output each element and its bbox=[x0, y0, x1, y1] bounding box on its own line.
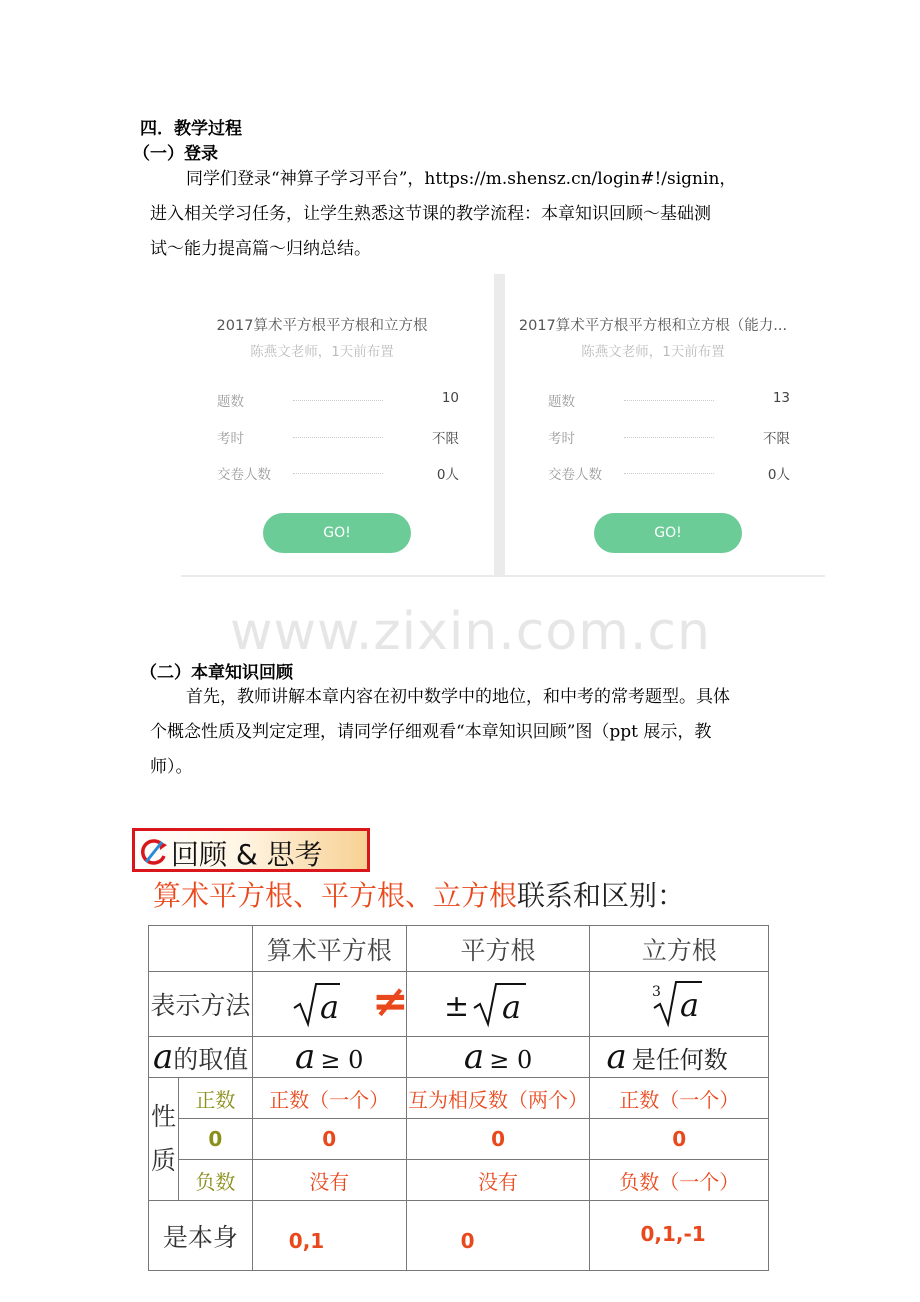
row-value: 不限 bbox=[763, 431, 790, 447]
range-value: ≥ 0 bbox=[320, 1046, 364, 1074]
property-group-label: 性 质 bbox=[149, 1078, 179, 1201]
table-row-range bbox=[149, 1037, 769, 1078]
paragraph-line: 首先，教师讲解本章内容在初中数学中的地位，和中考的常考题型。具体 bbox=[186, 687, 730, 707]
zero-square: 0 bbox=[406, 1119, 590, 1160]
row-label-range: a的取值 bbox=[149, 1037, 253, 1078]
header-cube-root: 立方根 bbox=[590, 926, 769, 972]
task-card-subtitle: 陈燕文老师，1天前布置 bbox=[250, 344, 394, 360]
cards-bottom-divider bbox=[181, 575, 825, 577]
range-var: a bbox=[153, 1037, 174, 1077]
paragraph-line: 进入相关学习任务，让学生熟悉这节课的教学流程：本章知识回顾～基础测 bbox=[150, 204, 711, 224]
sqrt-var: a bbox=[320, 988, 340, 1026]
paragraph-line: 个概念性质及判定定理，请同学仔细观看“本章知识回顾”图（ppt 展示，教 bbox=[150, 722, 712, 742]
task-card bbox=[518, 298, 788, 573]
range-value: 是任何数 bbox=[631, 1046, 728, 1074]
watermark: www.zixin.com.cn bbox=[230, 602, 711, 662]
comparison-table bbox=[148, 925, 769, 1271]
subsection-heading-review: （二）本章知识回顾 bbox=[140, 663, 293, 683]
row-label: 题数 bbox=[217, 394, 244, 410]
task-row-submitted bbox=[548, 463, 790, 483]
self-square: 0 bbox=[406, 1201, 590, 1271]
login-paragraph bbox=[150, 162, 790, 267]
range-cube-cell: a 是任何数 bbox=[590, 1037, 769, 1078]
section-heading: 四．教学过程 bbox=[140, 119, 242, 139]
pm-sqrt-symbol bbox=[408, 972, 588, 1032]
row-label: 题数 bbox=[548, 394, 575, 410]
plus-minus: ± bbox=[444, 989, 470, 1024]
cube-index: 3 bbox=[652, 984, 662, 1000]
table-row-zero bbox=[149, 1119, 769, 1160]
row-value: 0人 bbox=[767, 467, 790, 483]
task-row-count bbox=[217, 390, 459, 410]
range-square-cell: a ≥ 0 bbox=[406, 1037, 590, 1078]
go-button[interactable]: GO! bbox=[594, 513, 742, 553]
zero-arith: 0 bbox=[252, 1119, 406, 1160]
task-card-title: 2017算术平方根平方根和立方根 bbox=[216, 318, 428, 334]
empty-corner-cell bbox=[149, 926, 253, 972]
negative-arith: 没有 bbox=[252, 1160, 406, 1201]
row-value: 不限 bbox=[432, 431, 459, 447]
task-card bbox=[187, 298, 457, 573]
subject-black-text: 联系和区别： bbox=[517, 879, 686, 912]
range-arith-cell: a ≥ 0 bbox=[252, 1037, 406, 1078]
table-row-negative bbox=[149, 1160, 769, 1201]
repr-cube-cell bbox=[590, 972, 769, 1037]
task-row-time bbox=[548, 427, 790, 447]
task-row-submitted bbox=[217, 463, 459, 483]
task-card-subtitle: 陈燕文老师，1天前布置 bbox=[581, 344, 725, 360]
subject-red-text: 算术平方根、平方根、立方根 bbox=[153, 879, 518, 912]
property-label-negative: 负数 bbox=[178, 1160, 252, 1201]
paragraph-line: 试～能力提高篇～归纳总结。 bbox=[150, 239, 371, 259]
row-label: 交卷人数 bbox=[217, 467, 271, 483]
row-label: 考时 bbox=[217, 431, 244, 447]
property-label-positive: 正数 bbox=[178, 1078, 252, 1119]
row-value: 13 bbox=[772, 390, 790, 406]
sqrt-var: a bbox=[680, 986, 700, 1024]
range-value: ≥ 0 bbox=[489, 1046, 533, 1074]
row-label-representation: 表示方法 bbox=[149, 972, 253, 1037]
task-row-count bbox=[548, 390, 790, 410]
card-divider bbox=[494, 274, 505, 576]
zero-cube: 0 bbox=[590, 1119, 769, 1160]
sqrt-symbol bbox=[254, 972, 410, 1032]
row-value: 0人 bbox=[436, 467, 459, 483]
table-row-self bbox=[149, 1201, 769, 1271]
not-equal-sign: ≠ bbox=[372, 976, 410, 1027]
cube-root-symbol bbox=[594, 972, 764, 1032]
header-arith-root: 算术平方根 bbox=[252, 926, 406, 972]
table-header-row bbox=[149, 926, 769, 972]
review-banner-title: 回顾 & 思考 bbox=[171, 838, 323, 871]
subsection-heading-login: （一）登录 bbox=[133, 144, 218, 164]
table-row-representation bbox=[149, 972, 769, 1037]
repr-arith-cell bbox=[252, 972, 410, 1037]
repr-square-cell bbox=[406, 972, 590, 1037]
sqrt-var: a bbox=[502, 988, 522, 1026]
positive-arith: 正数（一个） bbox=[252, 1078, 406, 1119]
refresh-icon bbox=[139, 837, 169, 867]
row-label: 考时 bbox=[548, 431, 575, 447]
review-subject bbox=[153, 874, 685, 914]
positive-square: 互为相反数（两个） bbox=[406, 1078, 590, 1119]
row-value: 10 bbox=[441, 390, 459, 406]
paragraph-line: 同学们登录“神算子学习平台”，https://m.shensz.cn/login#!/signin， bbox=[186, 169, 737, 189]
review-banner bbox=[132, 828, 370, 872]
table-row-positive bbox=[149, 1078, 769, 1119]
self-arith: 0,1 bbox=[252, 1201, 406, 1271]
negative-square: 没有 bbox=[406, 1160, 590, 1201]
go-button[interactable]: GO! bbox=[263, 513, 411, 553]
negative-cube: 负数（一个） bbox=[590, 1160, 769, 1201]
self-cube: 0,1,-1 bbox=[590, 1201, 769, 1271]
row-label: 交卷人数 bbox=[548, 467, 602, 483]
task-row-time bbox=[217, 427, 459, 447]
task-card-title: 2017算术平方根平方根和立方根（能力... bbox=[518, 318, 788, 334]
review-paragraph bbox=[150, 680, 790, 785]
paragraph-line: 师）。 bbox=[150, 757, 193, 777]
row-label-self: 是本身 bbox=[149, 1201, 253, 1271]
property-label-zero: 0 bbox=[178, 1119, 252, 1160]
header-square-root: 平方根 bbox=[406, 926, 590, 972]
positive-cube: 正数（一个） bbox=[590, 1078, 769, 1119]
